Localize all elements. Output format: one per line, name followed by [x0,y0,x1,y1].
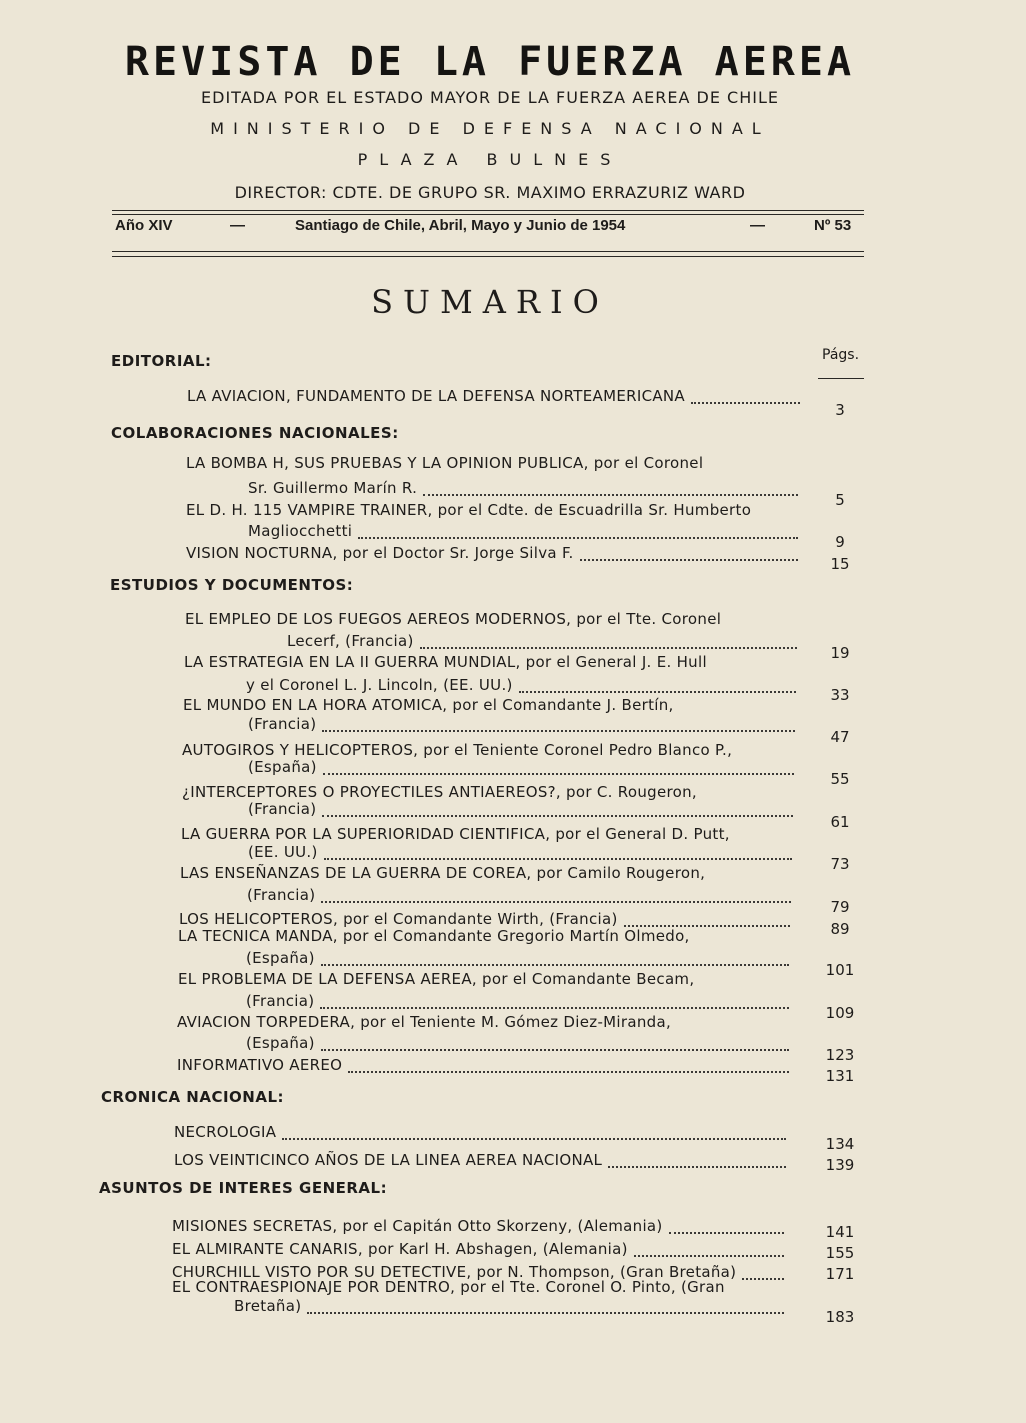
ministry-line: MINISTERIO DE DEFENSA NACIONAL [210,119,770,138]
section-heading: EDITORIAL: [111,352,212,370]
toc-entry-title: LOS VEINTICINCO AÑOS DE LA LINEA AEREA NACIONAL [174,1151,603,1169]
toc-entry-title: NECROLOGIA [174,1123,277,1141]
toc-entry-title: LOS HELICOPTEROS, por el Comandante Wirth, (Francia) [179,910,618,928]
issue-place-date: Santiago de Chile, Abril, Mayo y Junio de 1954 [295,217,626,234]
toc-entry-title: LA GUERRA POR LA SUPERIORIDAD CIENTIFICA, por el General D. Putt, [181,825,730,843]
dot-leader [742,1278,784,1280]
toc-entry-continuation: (España) [246,1034,315,1052]
toc-entry-title: EL ALMIRANTE CANARIS, por Karl H. Abshagen, (Alemania) [172,1240,628,1258]
dot-leader [634,1255,784,1257]
toc-entry-title: EL EMPLEO DE LOS FUEGOS AEREOS MODERNOS, por el Tte. Coronel [185,610,722,628]
toc-entry-continuation: Magliocchetti [248,522,353,540]
toc-entry-title: LA ESTRATEGIA EN LA II GUERRA MUNDIAL, por el General J. E. Hull [184,653,707,671]
dot-leader [423,494,798,496]
header-rule-bottom-inner [112,256,864,257]
page-number: 3 [835,401,845,419]
section-heading: ASUNTOS DE INTERES GENERAL: [99,1179,388,1197]
toc-entry-title: LA TECNICA MANDA, por el Comandante Gregorio Martín Olmedo, [178,927,690,945]
issue-dash-left: — [230,217,245,234]
header-rule-bottom [112,251,864,252]
toc-entry-continuation: (Francia) [247,886,316,904]
page-number: 141 [825,1223,855,1241]
section-heading: CRONICA NACIONAL: [101,1088,285,1106]
toc-entry-title: CHURCHILL VISTO POR SU DETECTIVE, por N. Thompson, (Gran Bretaña) [172,1263,737,1281]
page-number: 139 [825,1156,855,1174]
dot-leader [322,730,795,732]
page-number: 61 [830,813,850,831]
toc-entry-title: EL CONTRAESPIONAJE POR DENTRO, por el Tte. Coronel O. Pinto, (Gran [172,1278,725,1296]
dot-leader [519,691,796,693]
header-rule-top [112,210,864,211]
page-number: 33 [830,686,850,704]
page-number: 155 [825,1244,855,1262]
toc-entry-title: VISION NOCTURNA, por el Doctor Sr. Jorge Silva F. [186,544,574,562]
toc-entry-continuation: (España) [248,758,317,776]
toc-title: SUMARIO [371,283,609,321]
issue-year: Año XIV [115,217,173,234]
address-line: PLAZA BULNES [357,150,623,169]
toc-entry-title: LA AVIACION, FUNDAMENTO DE LA DEFENSA NORTEAMERICANA [187,387,685,405]
page-number: 109 [825,1004,855,1022]
dot-leader [307,1312,784,1314]
dot-leader [321,1049,789,1051]
page-number: 73 [830,855,850,873]
toc-entry-continuation: Lecerf, (Francia) [287,632,414,650]
page-number: 9 [835,533,845,551]
toc-entry-title: ¿INTERCEPTORES O PROYECTILES ANTIAEREOS?, por C. Rougeron, [182,783,697,801]
page-number: 183 [825,1308,855,1326]
page-number: 134 [825,1135,855,1153]
toc-entry-continuation: (EE. UU.) [248,843,318,861]
section-heading: COLABORACIONES NACIONALES: [111,424,399,442]
toc-entry-title: EL D. H. 115 VAMPIRE TRAINER, por el Cdte. de Escuadrilla Sr. Humberto [186,501,752,519]
toc-entry-title: LA BOMBA H, SUS PRUEBAS Y LA OPINION PUBLICA, por el Coronel [186,454,704,472]
page-number: 79 [830,898,850,916]
dot-leader [608,1166,786,1168]
page-number: 101 [825,961,855,979]
toc-entry-continuation: y el Coronel L. J. Lincoln, (EE. UU.) [246,676,513,694]
dot-leader [321,901,791,903]
dot-leader [669,1232,784,1234]
toc-entry-continuation: (Francia) [248,800,317,818]
pages-column-header: Págs. [822,347,860,363]
dot-leader [320,1007,789,1009]
dot-leader [282,1138,786,1140]
magazine-title: REVISTA DE LA FUERZA AEREA [124,39,856,85]
page-number: 131 [825,1067,855,1085]
toc-entry-title: MISIONES SECRETAS, por el Capitán Otto Skorzeny, (Alemania) [172,1217,663,1235]
dot-leader [322,815,793,817]
issue-dash-right: — [750,217,765,234]
page-number: 19 [830,644,850,662]
page-number: 123 [825,1046,855,1064]
dot-leader [323,773,794,775]
header-rule-top-inner [112,214,864,215]
toc-entry-continuation: Bretaña) [234,1297,302,1315]
dot-leader [420,647,797,649]
page-number: 171 [825,1265,855,1283]
toc-entry-title: EL PROBLEMA DE LA DEFENSA AEREA, por el Comandante Becam, [178,970,695,988]
issue-number: Nº 53 [814,217,852,234]
toc-entry-title: EL MUNDO EN LA HORA ATOMICA, por el Comandante J. Bertín, [183,696,674,714]
toc-entry-continuation: (Francia) [246,992,315,1010]
page-number: 15 [830,555,850,573]
dot-leader [358,537,798,539]
page-number: 47 [830,728,850,746]
toc-entry-title: INFORMATIVO AEREO [177,1056,343,1074]
dot-leader [324,858,792,860]
toc-entry-continuation: Sr. Guillermo Marín R. [248,479,418,497]
toc-entry-title: AUTOGIROS Y HELICOPTEROS, por el Teniente Coronel Pedro Blanco P., [182,741,733,759]
page-number: 55 [830,770,850,788]
pages-header-underline [818,378,864,379]
section-heading: ESTUDIOS Y DOCUMENTOS: [110,576,354,594]
dot-leader [321,964,789,966]
page-number: 5 [835,491,845,509]
publisher-line: EDITADA POR EL ESTADO MAYOR DE LA FUERZA AEREA DE CHILE [201,88,779,107]
toc-entry-continuation: (España) [246,949,315,967]
dot-leader [691,402,800,404]
toc-entry-title: LAS ENSEÑANZAS DE LA GUERRA DE COREA, por Camilo Rougeron, [180,864,706,882]
page-number: 89 [830,920,850,938]
toc-entry-title: AVIACION TORPEDERA, por el Teniente M. Gómez Diez-Miranda, [177,1013,672,1031]
dot-leader [580,559,798,561]
toc-entry-continuation: (Francia) [248,715,317,733]
director-line: DIRECTOR: CDTE. DE GRUPO SR. MAXIMO ERRAZURIZ WARD [234,183,746,202]
dot-leader [348,1071,789,1073]
